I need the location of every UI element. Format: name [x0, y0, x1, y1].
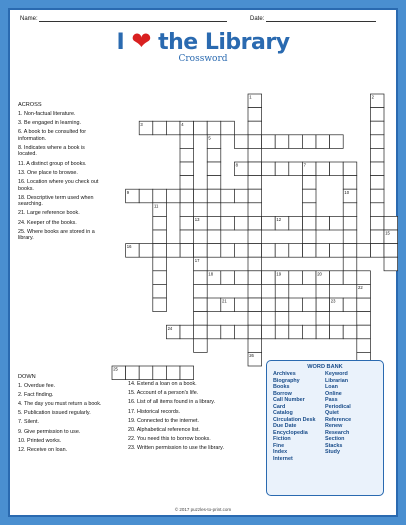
grid-cell[interactable] — [370, 135, 384, 149]
grid-cell[interactable] — [221, 325, 235, 339]
grid-cell[interactable] — [207, 176, 221, 190]
date-label: Date: — [250, 16, 265, 22]
grid-cell[interactable] — [153, 230, 167, 244]
grid-cell[interactable] — [248, 257, 262, 271]
grid-cell[interactable] — [194, 312, 208, 326]
grid-cell[interactable] — [248, 203, 262, 217]
cell-number: 22 — [358, 285, 363, 290]
grid-cell[interactable] — [194, 121, 208, 135]
grid-cell[interactable] — [370, 203, 384, 217]
grid-cell[interactable] — [234, 216, 248, 230]
grid-cell[interactable] — [370, 108, 384, 122]
worksheet-page — [8, 8, 398, 517]
word-bank-word: Books — [273, 384, 290, 390]
grid-cell[interactable] — [330, 271, 344, 285]
grid-cell[interactable] — [153, 121, 167, 135]
cell-number: 2 — [371, 94, 374, 100]
grid-cell[interactable] — [370, 244, 384, 258]
grid-cell[interactable] — [275, 135, 289, 149]
grid-cell[interactable] — [207, 325, 221, 339]
clue-item: 2. Fact finding. — [18, 391, 54, 398]
grid-cell[interactable] — [139, 244, 153, 258]
grid-cell[interactable] — [194, 325, 208, 339]
cell-number: 21 — [222, 298, 227, 304]
cell-number: 24 — [167, 325, 173, 331]
grid-cell[interactable] — [248, 244, 262, 258]
grid-cell[interactable] — [180, 135, 194, 149]
grid-cell[interactable] — [166, 121, 180, 135]
clue-item: 12. Receive on loan. — [18, 446, 68, 453]
clue-item: 16. List of all items found in a library. — [128, 399, 216, 406]
cell-number: 1 — [249, 94, 252, 100]
grid-cell[interactable] — [289, 216, 303, 230]
grid-cell[interactable] — [248, 271, 262, 285]
grid-cell[interactable] — [302, 271, 316, 285]
grid-cell[interactable] — [370, 121, 384, 135]
cell-number: 19 — [276, 271, 282, 277]
cell-number: 11 — [154, 203, 159, 209]
grid-cell[interactable] — [262, 244, 276, 258]
grid-cell[interactable] — [248, 148, 262, 162]
grid-cell[interactable] — [343, 271, 357, 285]
grid-cell[interactable] — [166, 366, 180, 380]
grid-cell[interactable] — [153, 284, 167, 298]
grid-cell[interactable] — [302, 216, 316, 230]
grid-cell[interactable] — [207, 121, 221, 135]
grid-cell[interactable] — [234, 189, 248, 203]
grid-cell[interactable] — [302, 298, 316, 312]
grid-cell[interactable] — [302, 244, 316, 258]
grid-cell[interactable] — [262, 135, 276, 149]
word-bank-word: Borrow — [273, 390, 292, 397]
clue-item: 13. One place to browse. — [18, 169, 78, 176]
grid-cell[interactable] — [289, 298, 303, 312]
grid-cell[interactable] — [221, 121, 235, 135]
name-label: Name: — [20, 16, 38, 22]
grid-cell[interactable] — [330, 325, 344, 339]
grid-cell[interactable] — [180, 325, 194, 339]
grid-cell[interactable] — [234, 244, 248, 258]
grid-cell[interactable] — [330, 135, 344, 149]
grid-cell[interactable] — [357, 339, 371, 353]
word-bank-word: Section — [325, 436, 345, 442]
cell-number: 26 — [249, 353, 254, 358]
word-bank-word: Encyclopedia — [273, 429, 308, 436]
clue-item: 4. The day you must return a book. — [18, 400, 102, 407]
clue-item: 21. Large reference book. — [18, 210, 80, 217]
grid-cell[interactable] — [302, 176, 316, 190]
clue-item: 20. Alphabetical reference list. — [128, 426, 200, 433]
grid-cell[interactable] — [275, 244, 289, 258]
clue-item: 19. Connected to the internet. — [128, 417, 200, 424]
clue-item: 3. Be engaged in learning. — [18, 119, 81, 126]
grid-cell[interactable] — [153, 366, 167, 380]
cell-number: 18 — [208, 271, 214, 277]
cell-number: 20 — [317, 271, 322, 277]
grid-cell[interactable] — [316, 325, 330, 339]
grid-cell[interactable] — [262, 162, 276, 176]
grid-cell[interactable] — [370, 230, 384, 244]
grid-cell[interactable] — [289, 162, 303, 176]
grid-cell[interactable] — [316, 312, 330, 326]
grid-cell[interactable] — [180, 189, 194, 203]
word-bank-word: Research — [325, 429, 350, 436]
grid-cell[interactable] — [221, 216, 235, 230]
cell-number: 3 — [140, 121, 143, 127]
cell-number: 12 — [276, 217, 282, 222]
across-heading: ACROSS — [18, 102, 42, 108]
grid-cell[interactable] — [343, 162, 357, 176]
clue-item: 7. Silent. — [18, 419, 39, 426]
word-bank-word: Loan — [325, 384, 338, 390]
down-heading: DOWN — [18, 374, 36, 380]
cell-number: 15 — [385, 230, 390, 236]
clue-item: 8. Indicates where a book is located. — [18, 144, 85, 158]
grid-cell[interactable] — [194, 284, 208, 298]
grid-cell[interactable] — [126, 366, 140, 380]
grid-cell[interactable] — [330, 216, 344, 230]
word-bank-word: Circulation Desk — [273, 416, 316, 423]
grid-cell[interactable] — [343, 230, 357, 244]
copyright: © 2017 puzzles-to-print.com — [174, 507, 232, 512]
word-bank-word: Quiet — [325, 410, 339, 416]
clue-item: 10. Printed works. — [18, 437, 62, 444]
cell-number: 25 — [113, 366, 118, 372]
grid-cell[interactable] — [248, 216, 262, 230]
clue-item: 9. Give permission to use. — [18, 428, 81, 435]
grid-cell[interactable] — [357, 298, 371, 312]
word-bank-word: Keyword — [325, 371, 348, 377]
grid-cell[interactable] — [221, 244, 235, 258]
cell-number: 10 — [344, 189, 350, 195]
grid-cell[interactable] — [153, 189, 167, 203]
word-bank-word: Reference — [325, 416, 352, 423]
grid-cell[interactable] — [180, 162, 194, 176]
grid-cell[interactable] — [221, 271, 235, 285]
grid-cell[interactable] — [153, 271, 167, 285]
grid-cell[interactable] — [248, 121, 262, 135]
grid-cell[interactable] — [194, 339, 208, 353]
word-bank-word: Pass — [325, 397, 338, 403]
clue-item: 17. Historical records. — [128, 408, 181, 415]
grid-cell[interactable] — [384, 216, 398, 230]
word-bank — [266, 360, 384, 496]
clue-item: 18. Descriptive term used when searching. — [18, 194, 94, 208]
clue-item: 1. Overdue fee. — [18, 382, 56, 389]
clue-item: 23. Written permission to use the library. — [128, 445, 224, 452]
word-bank-word: Due Date — [273, 423, 297, 429]
word-bank-word: Internet — [273, 455, 293, 462]
grid-cell[interactable] — [289, 325, 303, 339]
word-bank-word: Periodical — [325, 403, 351, 410]
clue-item: 14. Extend a loan on a book. — [128, 381, 197, 387]
grid-cell[interactable] — [248, 284, 262, 298]
grid-cell[interactable] — [207, 244, 221, 258]
word-bank-word: Catalog — [273, 410, 293, 416]
grid-cell[interactable] — [194, 271, 208, 285]
word-bank-word: Biography — [273, 377, 300, 384]
grid-cell[interactable] — [234, 325, 248, 339]
word-bank-word: Online — [325, 390, 342, 397]
word-bank-col2 — [325, 371, 377, 462]
page-subtitle: Crossword — [178, 54, 228, 64]
grid-cell[interactable] — [370, 162, 384, 176]
grid-cell[interactable] — [343, 298, 357, 312]
word-bank-word: Librarian — [325, 377, 349, 384]
grid-cell[interactable] — [139, 189, 153, 203]
grid-cell[interactable] — [384, 244, 398, 258]
grid-cell[interactable] — [343, 216, 357, 230]
word-bank-word: Archives — [273, 371, 296, 377]
clue-item: 25. Where books are stored in a library. — [18, 228, 95, 242]
grid-cell[interactable] — [370, 148, 384, 162]
grid-cell[interactable] — [180, 244, 194, 258]
grid-cell[interactable] — [343, 203, 357, 217]
grid-cell[interactable] — [180, 203, 194, 217]
grid-cell[interactable] — [316, 244, 330, 258]
cell-number: 13 — [194, 217, 200, 222]
grid-cell[interactable] — [234, 298, 248, 312]
grid-cell[interactable] — [139, 366, 153, 380]
grid-cell[interactable] — [207, 162, 221, 176]
grid-cell[interactable] — [180, 230, 194, 244]
grid-cell[interactable] — [248, 176, 262, 190]
word-bank-word: Call Number — [273, 397, 305, 403]
cell-number: 8 — [235, 162, 238, 168]
grid-cell[interactable] — [302, 189, 316, 203]
cell-number: 23 — [330, 298, 336, 304]
grid-cell[interactable] — [357, 271, 371, 285]
grid-cell[interactable] — [248, 298, 262, 312]
word-bank-word: Card — [273, 403, 286, 410]
title-main-text: the Library — [158, 30, 290, 55]
grid-cell[interactable] — [343, 325, 357, 339]
grid-cell[interactable] — [275, 298, 289, 312]
cell-number: 5 — [208, 135, 211, 141]
grid-cell[interactable] — [330, 162, 344, 176]
cell-number: 17 — [194, 257, 200, 263]
grid-cell[interactable] — [262, 271, 276, 285]
cell-number: 7 — [303, 162, 306, 168]
clue-item: 16. Location where you check out books. — [18, 178, 99, 192]
grid-cell[interactable] — [302, 325, 316, 339]
grid-cell[interactable] — [357, 244, 371, 258]
grid-cell[interactable] — [384, 257, 398, 271]
grid-cell[interactable] — [180, 216, 194, 230]
grid-cell[interactable] — [262, 298, 276, 312]
grid-cell[interactable] — [207, 298, 221, 312]
heart-icon: ❤ — [131, 27, 151, 55]
grid-cell[interactable] — [275, 325, 289, 339]
clue-item: 6. A book to be consulted for information. — [18, 128, 87, 142]
grid-cell[interactable] — [316, 284, 330, 298]
word-bank-col1 — [273, 371, 325, 462]
clue-item: 24. Keeper of the books. — [18, 219, 77, 226]
grid-cell[interactable] — [180, 176, 194, 190]
grid-cell[interactable] — [194, 244, 208, 258]
grid-cell[interactable] — [166, 244, 180, 258]
grid-cell[interactable] — [370, 189, 384, 203]
clue-item: 1. Non-factual literature. — [18, 110, 76, 117]
grid-cell[interactable] — [248, 189, 262, 203]
grid-cell[interactable] — [289, 244, 303, 258]
grid-cell[interactable] — [207, 148, 221, 162]
grid-cell[interactable] — [275, 162, 289, 176]
grid-cell[interactable] — [289, 271, 303, 285]
word-bank-title: WORD BANK — [307, 364, 343, 370]
word-bank-word: Study — [325, 449, 340, 455]
clue-item: 15. Account of a person's life. — [128, 390, 199, 397]
grid-cell[interactable] — [343, 257, 357, 271]
grid-cell[interactable] — [248, 325, 262, 339]
grid-cell[interactable] — [248, 230, 262, 244]
grid-cell[interactable] — [289, 135, 303, 149]
grid-cell[interactable] — [153, 244, 167, 258]
title-i: I — [116, 30, 125, 55]
grid-cell[interactable] — [180, 366, 194, 380]
grid-cell[interactable] — [343, 244, 357, 258]
grid-cell[interactable] — [370, 216, 384, 230]
word-bank-word: Index — [273, 449, 288, 455]
grid-cell[interactable] — [248, 108, 262, 122]
grid-cell[interactable] — [153, 298, 167, 312]
clue-item: 11. A distinct group of books. — [18, 160, 87, 167]
grid-cell[interactable] — [234, 271, 248, 285]
grid-cell[interactable] — [370, 176, 384, 190]
grid-cell[interactable] — [262, 216, 276, 230]
grid-cell[interactable] — [194, 298, 208, 312]
grid-cell[interactable] — [166, 189, 180, 203]
word-bank-word: Stacks — [325, 442, 343, 449]
grid-cell[interactable] — [262, 325, 276, 339]
grid-cell[interactable] — [275, 284, 289, 298]
grid-cell[interactable] — [357, 325, 371, 339]
grid-cell[interactable] — [248, 312, 262, 326]
grid-cell[interactable] — [316, 298, 330, 312]
grid-cell[interactable] — [275, 312, 289, 326]
cell-number: 16 — [126, 244, 132, 250]
grid-cell[interactable] — [343, 176, 357, 190]
cell-number: 9 — [126, 189, 130, 195]
grid-cell[interactable] — [302, 230, 316, 244]
word-bank-word: Fiction — [273, 436, 291, 442]
grid-cell[interactable] — [207, 203, 221, 217]
grid-cell[interactable] — [316, 162, 330, 176]
clue-item: 5. Publication issued regularly. — [18, 410, 91, 417]
grid-cell[interactable] — [221, 189, 235, 203]
grid-cell[interactable] — [316, 135, 330, 149]
word-bank-word: Renew — [325, 423, 343, 429]
grid-cell[interactable] — [153, 257, 167, 271]
word-bank-word: Fine — [273, 442, 285, 449]
clue-item: 22. You need this to borrow books. — [128, 436, 211, 443]
grid-cell[interactable] — [248, 162, 262, 176]
grid-cell[interactable] — [302, 203, 316, 217]
grid-cell[interactable] — [248, 339, 262, 353]
grid-cell[interactable] — [153, 216, 167, 230]
grid-cell[interactable] — [302, 135, 316, 149]
grid-cell[interactable] — [207, 216, 221, 230]
cell-number: 4 — [181, 121, 184, 127]
grid-cell[interactable] — [207, 230, 221, 244]
grid-cell[interactable] — [207, 189, 221, 203]
grid-cell[interactable] — [180, 148, 194, 162]
grid-cell[interactable] — [316, 216, 330, 230]
grid-cell[interactable] — [330, 244, 344, 258]
grid-cell[interactable] — [234, 135, 248, 149]
grid-cell[interactable] — [357, 312, 371, 326]
grid-cell[interactable] — [248, 135, 262, 149]
grid-cell[interactable] — [194, 189, 208, 203]
